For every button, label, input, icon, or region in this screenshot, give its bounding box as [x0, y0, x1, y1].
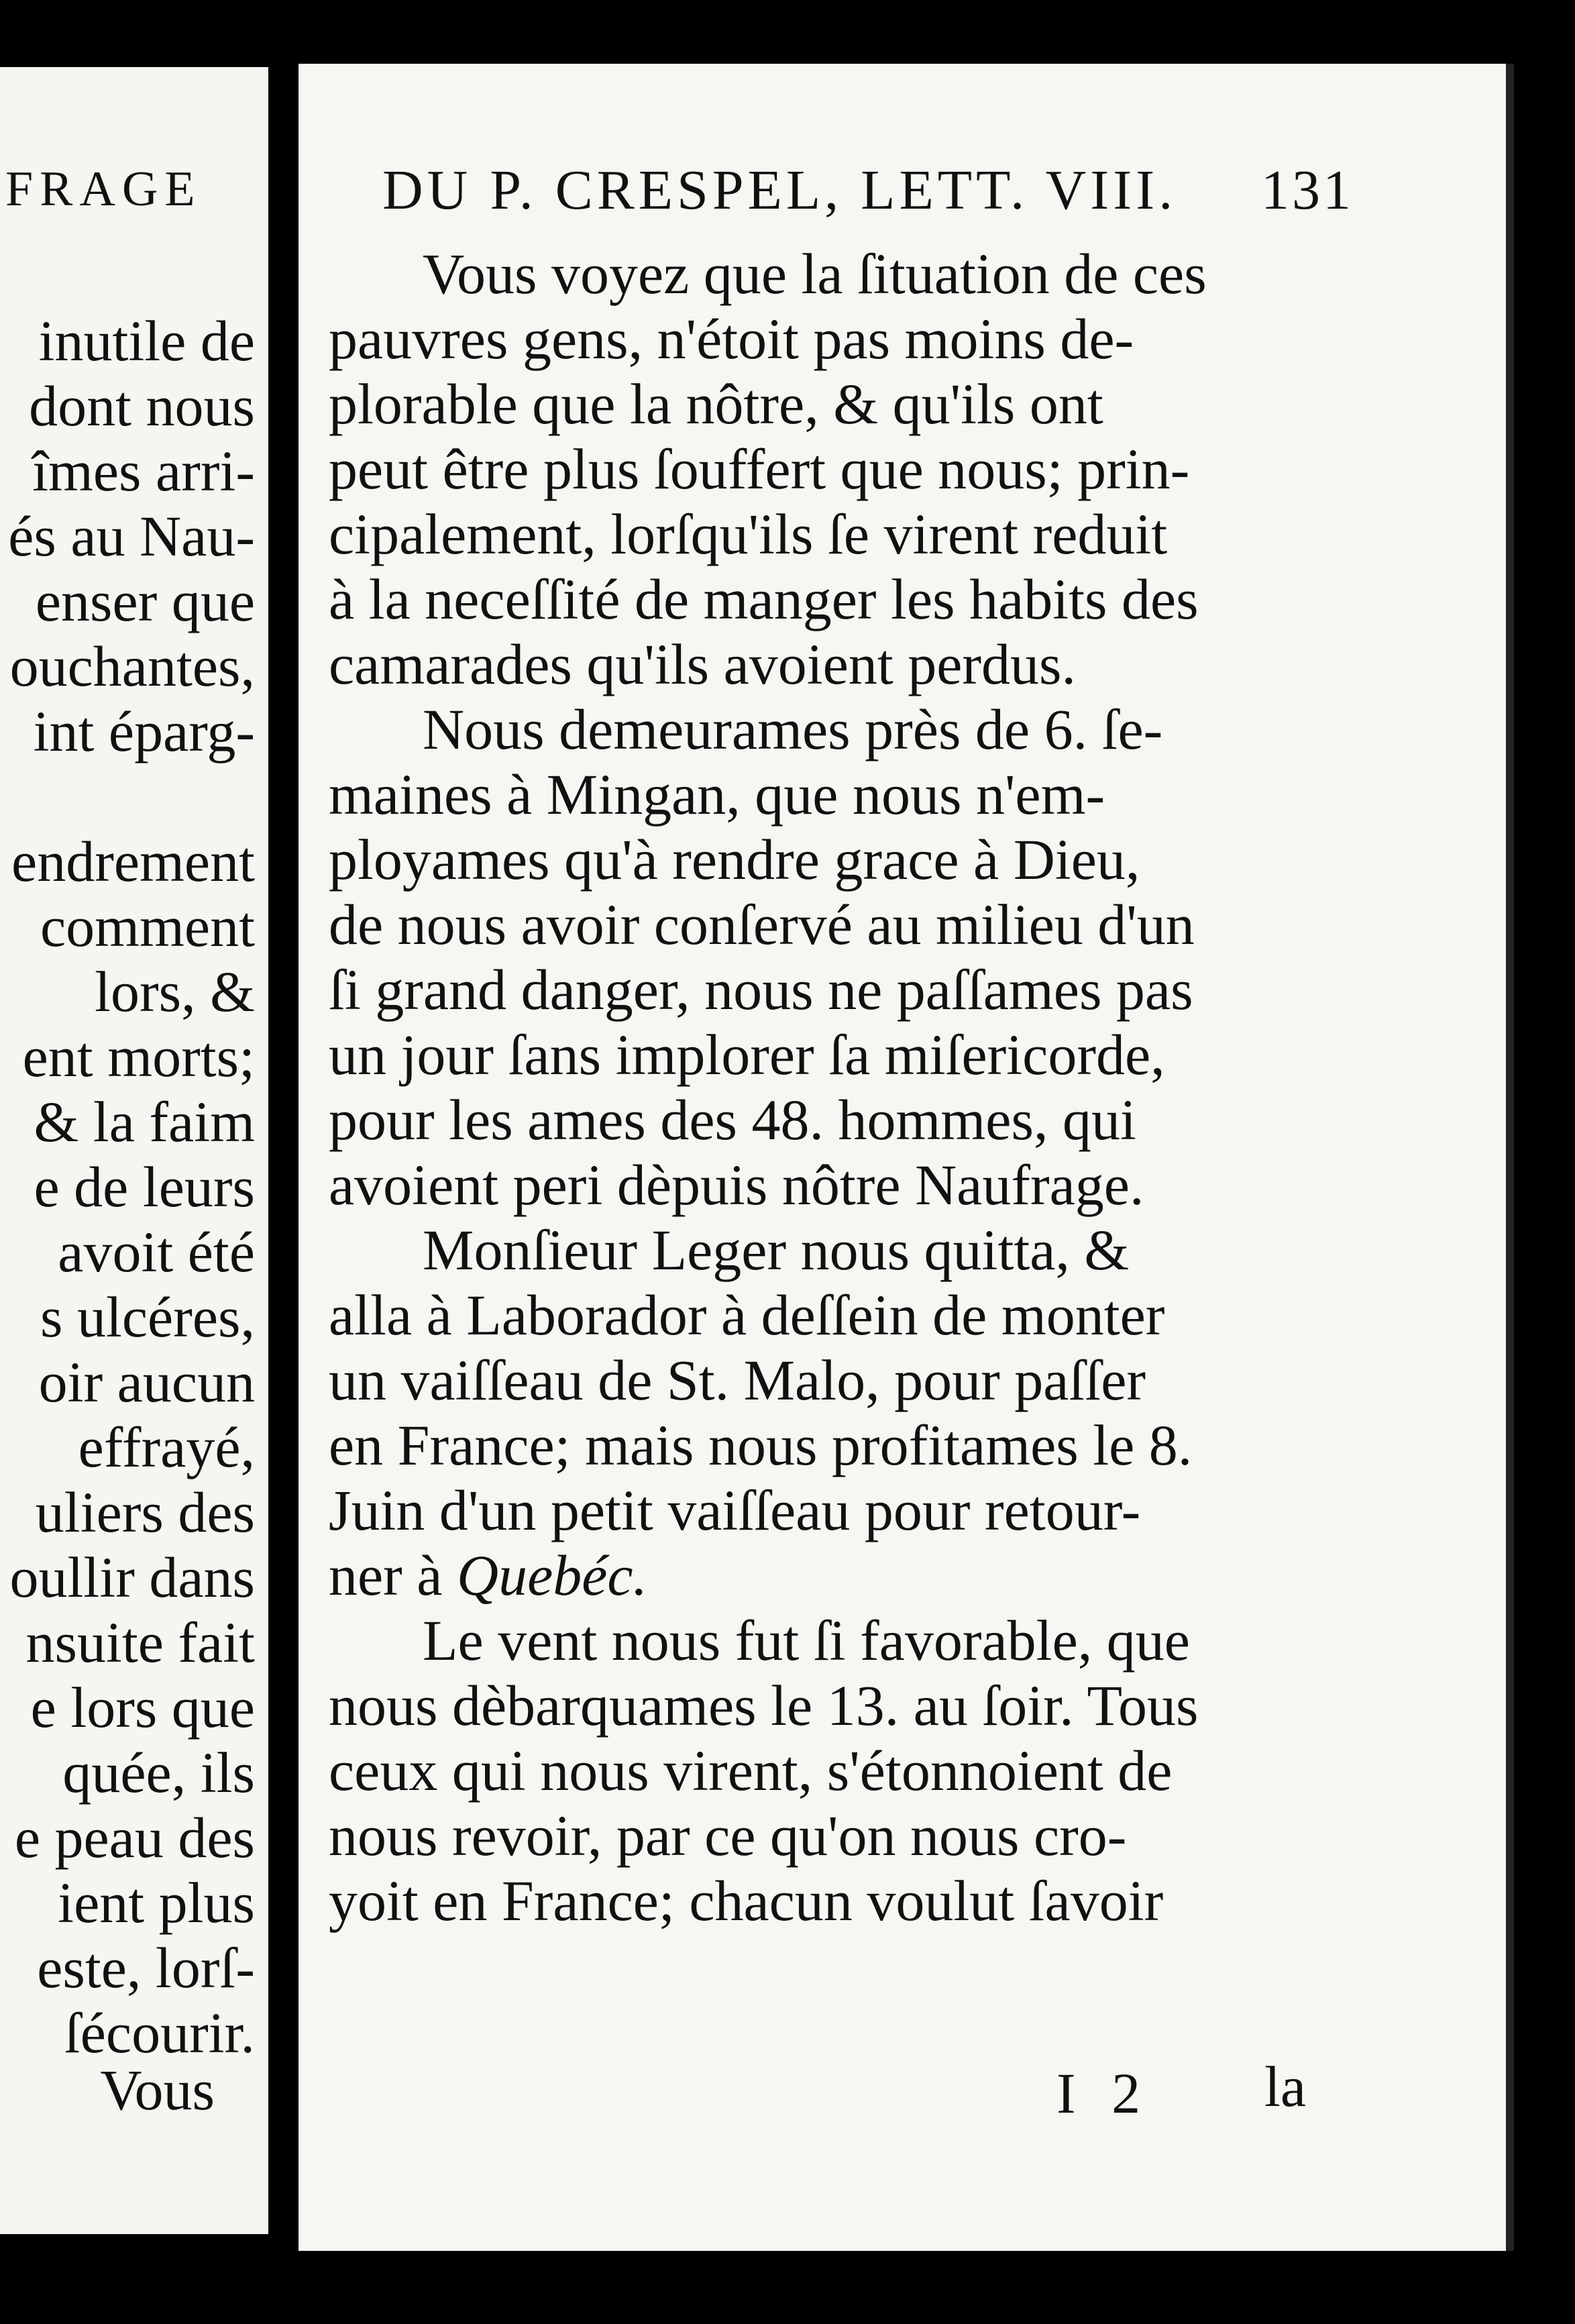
left-line: îmes arri- — [32, 439, 255, 503]
text-line: Monſieur Leger nous quitta, & — [423, 1218, 1130, 1282]
left-line: oir aucun — [38, 1350, 255, 1414]
running-header — [382, 158, 1389, 231]
signature-mark: I 2 — [1056, 2061, 1152, 2125]
text-line: pauvres gens, n'étoit pas moins de- — [329, 307, 1134, 371]
left-line: endrement — [11, 829, 255, 894]
text-line: cipalement, lorſqu'ils ſe virent reduit — [329, 502, 1168, 566]
left-line: comment — [40, 894, 255, 959]
text-line: Le vent nous fut ſi favorable, que — [423, 1608, 1190, 1673]
text-line: ployames qu'à rendre grace à Dieu, — [329, 827, 1140, 892]
left-line: enser que — [35, 569, 255, 633]
left-line: e de leurs — [34, 1155, 255, 1219]
left-line — [0, 764, 255, 829]
left-line: & la faim — [34, 1090, 255, 1154]
left-line: oullir dans — [9, 1545, 255, 1609]
left-line: lors, & — [95, 959, 255, 1024]
right-page — [298, 64, 1514, 2251]
left-line: int éparg- — [33, 699, 255, 763]
text-line: de nous avoir conſervé au milieu d'un — [329, 892, 1195, 957]
left-line: ouchantes, — [9, 634, 255, 698]
left-line: e lors que — [30, 1675, 255, 1740]
running-title: DU P. CRESPEL, LETT. VIII. — [382, 159, 1177, 221]
left-line: uliers des — [35, 1480, 255, 1544]
text-line: avoient peri dèpuis nôtre Naufrage. — [329, 1153, 1144, 1217]
catchword: la — [1264, 2054, 1307, 2119]
text-line: ceux qui nous virent, s'étonnoient de — [329, 1738, 1173, 1803]
left-line: inutile de — [38, 309, 255, 373]
text-line: yoit en France; chacun voulut ſavoir — [329, 1868, 1164, 1933]
text-line: ſi grand danger, nous ne paſſames pas — [329, 957, 1193, 1022]
text-line: un vaiſſeau de St. Malo, pour paſſer — [329, 1348, 1146, 1412]
left-line: dont nous — [29, 374, 255, 438]
text-line: alla à Laborador à deſſein de monter — [329, 1283, 1165, 1347]
text-line: plorable que la nôtre, & qu'ils ont — [329, 372, 1103, 436]
left-page — [0, 67, 268, 2234]
left-line: ſécourir. — [64, 2001, 255, 2065]
left-line: nsuite fait — [25, 1610, 255, 1675]
left-line: avoit été — [58, 1220, 255, 1284]
paragraph — [329, 697, 1348, 1218]
text-line: en France; mais nous profitames le 8. — [329, 1413, 1193, 1477]
left-catchword: Vous — [100, 2058, 215, 2122]
text-line: pour les ames des 48. hommes, qui — [329, 1088, 1136, 1152]
left-line: s ulcéres, — [40, 1285, 255, 1349]
text-line: à la neceſſité de manger les habits des — [329, 567, 1199, 631]
text-fragment: ner à — [329, 1543, 443, 1607]
italic-place-name: Quebéc. — [456, 1543, 648, 1607]
text-line — [329, 1543, 1348, 1608]
left-running-head: FRAGE — [5, 162, 202, 217]
left-line: quée, ils — [62, 1740, 255, 1805]
paragraph — [329, 1218, 1348, 1608]
text-line: peut être plus ſouffert que nous; prin- — [329, 437, 1190, 501]
left-line: ent morts; — [22, 1024, 255, 1089]
text-line: un jour ſans implorer ſa miſericorde, — [329, 1022, 1165, 1087]
left-line: effrayé, — [78, 1415, 255, 1479]
page-number: 131 — [1261, 159, 1354, 221]
text-line: maines à Mingan, que nous n'em- — [329, 762, 1105, 827]
left-line: e peau des — [14, 1805, 255, 1870]
left-line: és au Nau- — [8, 504, 255, 568]
text-line: Vous voyez que la ſituation de ces — [423, 242, 1207, 306]
text-line: Juin d'un petit vaiſſeau pour retour- — [329, 1478, 1141, 1542]
text-line: camarades qu'ils avoient perdus. — [329, 632, 1077, 696]
text-line: Nous demeurames près de 6. ſe- — [423, 697, 1163, 761]
paragraph — [329, 242, 1348, 697]
paragraph — [329, 1608, 1348, 1934]
text-line: nous revoir, par ce qu'on nous cro- — [329, 1803, 1127, 1868]
page-body — [329, 242, 1348, 1934]
left-line: este, lorſ- — [37, 1936, 255, 2000]
left-page-text — [0, 309, 255, 2066]
left-line: ient plus — [58, 1870, 255, 1935]
text-line: nous dèbarquames le 13. au ſoir. Tous — [329, 1673, 1199, 1738]
